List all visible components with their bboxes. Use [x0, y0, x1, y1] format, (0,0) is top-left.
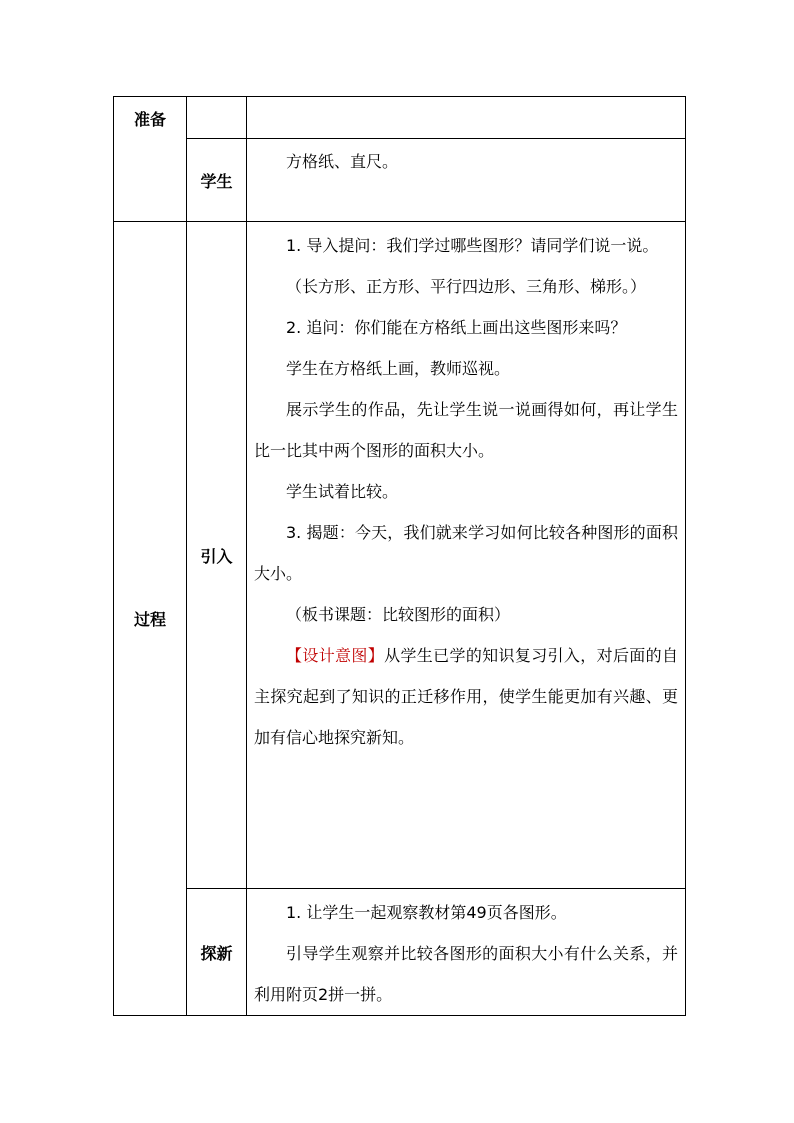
intro-label-cell [187, 222, 247, 889]
explore-label-cell [187, 889, 247, 1016]
explore-paragraph: 引导学生观察并比较各图形的面积大小有什么关系，并利用附页2拼一拼。 [254, 944, 678, 1004]
explore-label: 探新 [200, 943, 233, 963]
intro-paragraph: 展示学生的作品，先让学生说一说画得如何，再让学生比一比其中两个图形的面积大小。 [254, 400, 678, 460]
intro-content-cell [247, 222, 686, 889]
process-label: 过程 [133, 610, 166, 629]
student-label-cell [187, 139, 247, 222]
lesson-plan-table [113, 96, 686, 1016]
intro-paragraph: 3. 揭题：今天，我们就来学习如何比较各种图形的面积大小。 [254, 523, 678, 583]
intro-paragraph: （长方形、正方形、平行四边形、三角形、梯形。） [286, 277, 647, 296]
intro-paragraph: 1. 导入提问：我们学过哪些图形？请同学们说一说。 [286, 236, 659, 255]
intro-paragraph: （板书课题：比较图形的面积） [286, 605, 511, 624]
intro-paragraph: 学生试着比较。 [286, 482, 399, 501]
design-intent-label: 【设计意图】 [286, 646, 385, 665]
intro-paragraph: 2. 追问：你们能在方格纸上画出这些图形来吗？ [286, 318, 627, 337]
prep-label-cell [114, 97, 187, 222]
prep-row-teacher [114, 97, 686, 139]
design-intent-paragraph [254, 635, 678, 758]
prep-empty-content-cell [247, 97, 686, 139]
prep-empty-label-cell [187, 97, 247, 139]
intro-label: 引入 [200, 546, 233, 566]
explore-content-cell [247, 889, 686, 1016]
process-label-cell [114, 222, 187, 1016]
student-label: 学生 [200, 171, 233, 191]
process-row-intro [114, 222, 686, 889]
student-content-cell [247, 139, 686, 222]
prep-row-student [114, 139, 686, 222]
explore-paragraph: 1. 让学生一起观察教材第49页各图形。 [286, 903, 567, 922]
intro-paragraph: 学生在方格纸上画，教师巡视。 [286, 359, 511, 378]
process-row-explore [114, 889, 686, 1016]
design-intent-text: 从学生已学的知识复习引入，对后面的自主探究起到了知识的正迁移作用，使学生能更加有兴趣、更加有信心地探究新知。 [254, 646, 678, 747]
prep-label: 准备 [133, 110, 166, 129]
student-content: 方格纸、直尺。 [286, 152, 399, 171]
